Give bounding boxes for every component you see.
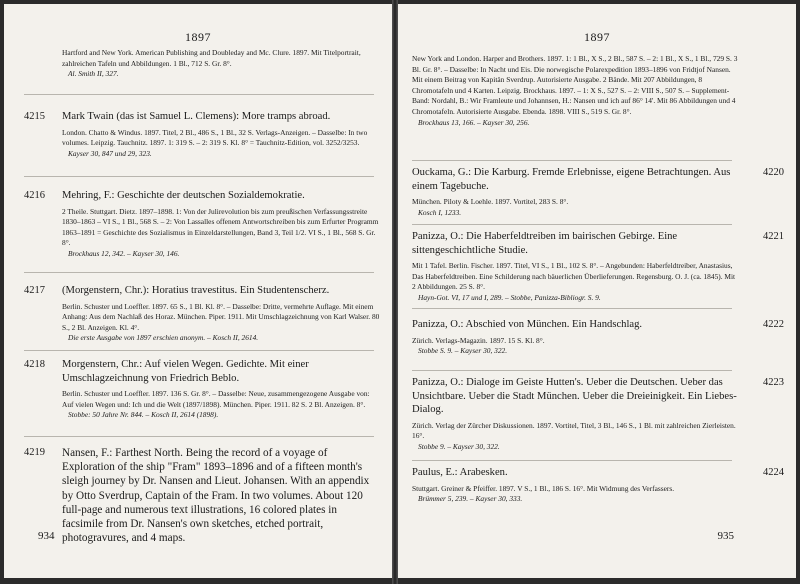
running-head-year: 1897 [185, 30, 211, 44]
entry-detail: Zürich. Verlag der Zürcher Diskussionen. 1897. Vortitel, Titel, 3 Bl., 146 S., 1 Bl. mit zahlreichen Zierleisten. 16°. [412, 420, 736, 441]
entry-4220 [412, 166, 784, 218]
entry-number: 4216 [24, 190, 45, 201]
entry-divider [24, 94, 374, 95]
entry-detail: Stuttgart. Greiner & Pfeiffer. 1897. V S., 1 Bl., 186 S. 16°. Mit Widmung des Verfassers. [412, 483, 675, 493]
entry-heading: Ouckama, G.: Die Karburg. Fremde Erlebnisse, eigene Betrachtungen. Aus einem Tagebuche. [412, 167, 731, 192]
entry-detail: London. Chatto & Windus. 1897. Titel, 2 Bl., 486 S., 1 Bl., 32 S. Verlags-Anzeigen. – Dasselbe: In two volumes. Leipzig. Tauchnitz. 1897. 1: 319 S. – 2: 319 S. Kl. 8° = Tauchnitz-Edition, vol. 3252/3253. [62, 127, 368, 148]
entry-heading: Morgenstern, Chr.: Auf vielen Wegen. Gedichte. Mit einer Umschlagzeichnung von Friedrich Beblo. [62, 359, 309, 384]
entry-divider [24, 176, 374, 177]
entry-reference: Stobbe: 50 Jahre Nr. 844. – Kosch II, 2614 (1898). [68, 410, 219, 420]
entry-heading: Mehring, F.: Geschichte der deutschen Sozialdemokratie. [62, 190, 305, 201]
entry-heading: Mark Twain (das ist Samuel L. Clemens): More tramps abroad. [62, 111, 331, 122]
entry-divider [412, 460, 732, 461]
entry-heading: Paulus, E.: Arabesken. [412, 467, 508, 478]
page-number: 934 [38, 530, 55, 542]
entry-reference: Al. Smith II, 327. [68, 69, 119, 79]
entry-heading: (Morgenstern, Chr.): Horatius travestitus. Ein Studentenscherz. [62, 285, 330, 296]
entry-reference: Brümmer 5, 239. – Kayser 30, 333. [418, 494, 523, 504]
entry-number: 4221 [763, 231, 784, 242]
entry-detail: München. Piloty & Loehle. 1897. Vortitel, 283 S. 8°. [412, 197, 569, 206]
entry-detail: Zürich. Verlags-Magazin. 1897. 15 S. Kl. 8°. [412, 335, 545, 345]
entry-heading: Panizza, O.: Dialoge im Geiste Hutten's. Ueber die Deutschen. Ueber das Unsichtbare. Ueber die Stadt München. Ueber die Dreieinigkeit. Ein Liebes-Dialog. [412, 377, 737, 415]
entry-reference: Kosch I, 1233. [418, 207, 462, 217]
entry-4224 [412, 466, 784, 505]
entry-reference: Stobbe 9. – Kayser 30, 322. [418, 441, 500, 451]
entry-4223 [412, 376, 784, 452]
entry-divider [412, 370, 732, 371]
entry-number: 4223 [763, 377, 784, 388]
entry-reference: Brockhaus 12, 342. – Kayser 30, 146. [68, 248, 180, 258]
entry-heading: Nansen, F.: Farthest North. Being the record of a voyage of Exploration of the ship "Fram" 1893–1896 and of a fifteen month's sleigh journey by Dr. Nansen and Lieut. Johansen. With an appendix by Otto Sverdrup, Captain of the Fram. In two volumes. About 120 full-page and numerous text illustrations, 16 colored plates in facsimile from Dr. Nansen's own sketches, etched portrait, photogravures, and 4 maps. [62, 447, 370, 545]
entry-detail: 2 Theile. Stuttgart. Dietz. 1897–1898. 1: Von der Julirevolution bis zum preußischen Verfassungsstreite 1830–1863 – VI S., 1 Bl., 568 S. – 2: Von Lassalles offenem Antwortschreiben bis zum Erfurter Programm 1863–1891 = Geschichte des Sozialismus in Einzeldarstellungen, Band 3, Teil 1/2. VI S., 1 Bl., 568 S. Gr. 8°. [62, 206, 379, 248]
entry-number: 4217 [24, 285, 45, 296]
entry-4215 [24, 110, 380, 159]
page-number: 935 [717, 530, 734, 542]
entry-divider [24, 436, 374, 437]
entry-detail: Berlin. Schuster und Loeffler. 1897. 65 S., 1 Bl. Kl. 8°. – Dasselbe: Dritte, vermehrte Auflage. Mit einem Anhang: Aus dem Nachlaß des Horaz. München. Piper. 1911. Mit Umschlagzeichnung von Karl Walser. 80 S., 2 Bl. Anzeigen. Kl. 4°. [62, 301, 380, 332]
entry-number: 4219 [24, 447, 45, 458]
entry-reference: Die erste Ausgabe von 1897 erschien anonym. – Kosch II, 2614. [68, 333, 259, 343]
entry-divider [412, 160, 732, 161]
entry-detail: Berlin. Schuster und Loeffler. 1897. 136 S. Gr. 8°. – Dasselbe: Neue, zusammengezogene Ausgabe von: Auf vielen Wegen und: Ich und die Welt (1897/1898). München. Piper. 1911. 82 S. 2 Bl. Anzeigen. 8°. [62, 389, 370, 409]
entry-heading: Panizza, O.: Abschied von München. Ein Handschlag. [412, 319, 643, 330]
entry-detail: Hartford and New York. American Publishing and Doubleday and Mc. Clure. 1897. Mit Titelportrait, zahlreichen Tafeln und Abbildungen. 1 Bl., 712 S. Gr. 8°. [62, 48, 361, 68]
entry-number: 4224 [763, 467, 784, 478]
entry-4222 [412, 318, 784, 357]
entry-detail: New York and London. Harper and Brothers. 1897. 1: 1 Bl., X S., 2 Bl., 587 S. – 2: 1 Bl., X S., 1 Bl., 729 S. 3 Bl. Gr. 8°. – Dasselbe: In Nacht und Eis. Die norwegische Polarexpedition 1893–1896 von Fridtjof Nansen. Mit einem Beitrag von Kapitän Sverdrup. Autorisierte Ausgabe. 2 Bände. Mit 207 Abbildungen, 8 Chromotafeln und 4 Karten. Leipzig. Brockhaus. 1897. – 1: X S., 527 S. – 2: VIII S., 507 S. – Supplement-Band: Nordahl, B.: Wir Framleute und Johannsen, H.: Nansen und ich auf 86° 14'. Mit 86 Abbildungen und 4 Chromotafeln. Autorisierte Ausgabe. Ebenda. 1898. VIII S., 519 S. Gr. 8°. [412, 54, 738, 116]
entry-4221 [412, 230, 784, 303]
entry-number: 4218 [24, 359, 45, 370]
entry-number: 4222 [763, 319, 784, 330]
entry-reference: Hayn-Got. VI, 17 und I, 289. – Stobbe, Panizza-Bibliogr. S. 9. [418, 292, 601, 302]
continuation-block [412, 54, 784, 128]
running-head-year: 1897 [584, 30, 610, 44]
entry-divider [412, 224, 732, 225]
entry-4219 [24, 446, 380, 549]
entry-number: 4220 [763, 167, 784, 178]
entry-detail: Mit 1 Tafel. Berlin. Fischer. 1897. Titel, VI S., 1 Bl., 102 S. 8°. – Angebunden: Haberfeldtreiber, Anastasius, Das Haberfeldtreiben. Eine Schilderung nach bäuerlichen Überlieferungen. Regensburg. O. J. (ca. 1845). Mit 2 Abbildungen. 25 S. 8°. [412, 261, 736, 292]
left-page [4, 4, 392, 578]
continuation-block [24, 48, 380, 80]
entry-divider [24, 350, 374, 351]
entry-4218 [24, 358, 380, 421]
entry-heading: Panizza, O.: Die Haberfeldtreiben im bairischen Gebirge. Eine sittengeschichtliche Studie. [412, 231, 678, 256]
entry-reference: Kayser 30, 847 und 29, 323. [68, 148, 152, 158]
entry-reference: Stobbe S. 9. – Kayser 30, 322. [418, 346, 508, 356]
entry-reference: Brockhaus 13, 166. – Kayser 30, 256. [418, 117, 530, 127]
entry-4216 [24, 189, 380, 259]
entry-divider [24, 272, 374, 273]
entry-4217 [24, 284, 380, 344]
right-page [398, 4, 796, 578]
entry-divider [412, 308, 732, 309]
entry-number: 4215 [24, 111, 45, 122]
